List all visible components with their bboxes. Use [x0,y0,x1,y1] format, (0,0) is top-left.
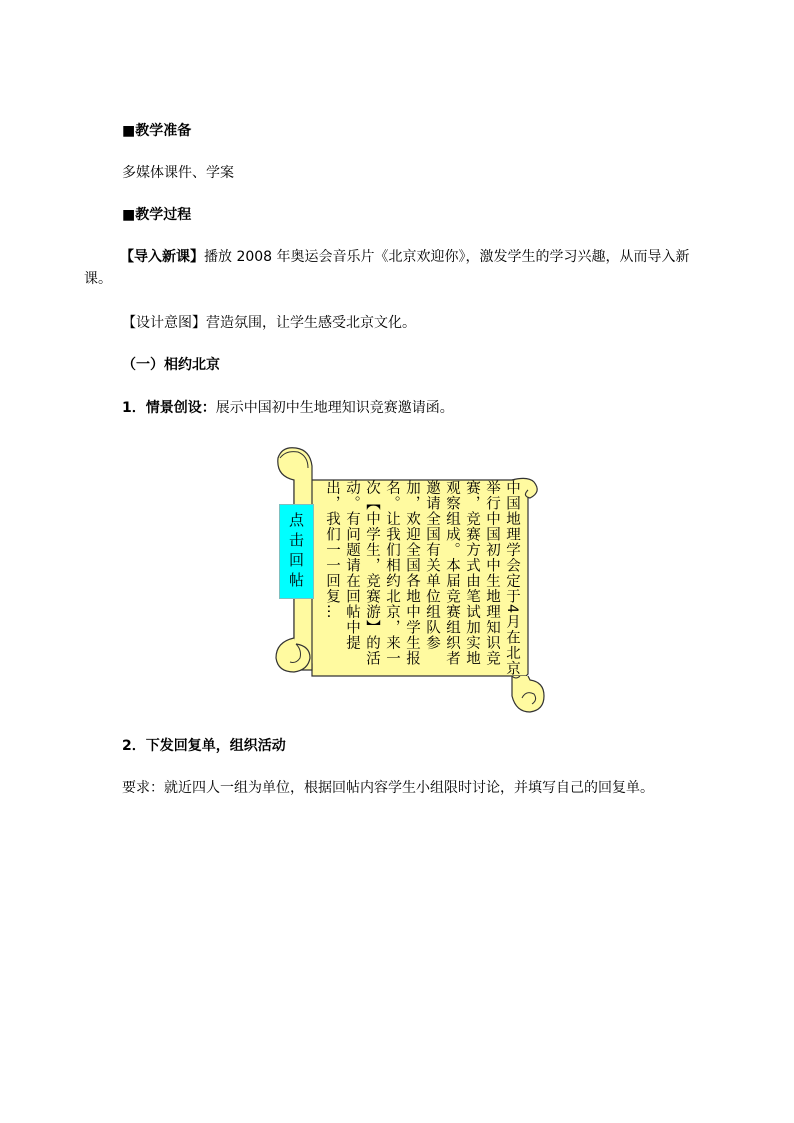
intro-paragraph [84,246,704,290]
step1-line [122,398,454,418]
teaching-process-heading: ■教学过程 [122,207,192,223]
intro-text: 播放 2008 年奥运会音乐片《北京欢迎你》，激发学生的学习兴趣，从而导入新课。 [84,249,690,287]
requirement-text: 要求：就近四人一组为单位，根据回帖内容学生小组限时讨论，并填写自己的回复单。 [122,780,654,796]
reply-button[interactable]: 点击回帖 [279,504,314,599]
teaching-prep-text: 多媒体课件、学案 [122,165,234,181]
part1-heading: （一）相约北京 [122,357,220,373]
intro-label: 【导入新课】 [120,249,204,265]
design-intent-text: 【设计意图】营造氛围，让学生感受北京文化。 [122,315,416,331]
step1-text: 展示中国初中生地理知识竞赛邀请函。 [215,400,454,416]
step1-label: 1．情景创设： [122,400,216,416]
scroll-roll-right-bottom [512,676,544,712]
invitation-text: 中国地理学会定于4月在北京举行中国初中生地理知识竞赛，竞赛方式由笔试加实地观察组成。本届竞赛组织者邀请全国有关单位组队参加，欢迎全国各地中学生报名。让我们相约北京，来一次【中学生，竞赛游】的活动。有问题请在回帖中提出，我们一一回复… [324,480,520,677]
teaching-prep-heading: ■教学准备 [122,123,192,139]
step2-heading: 2．下发回复单，组织活动 [122,738,286,754]
